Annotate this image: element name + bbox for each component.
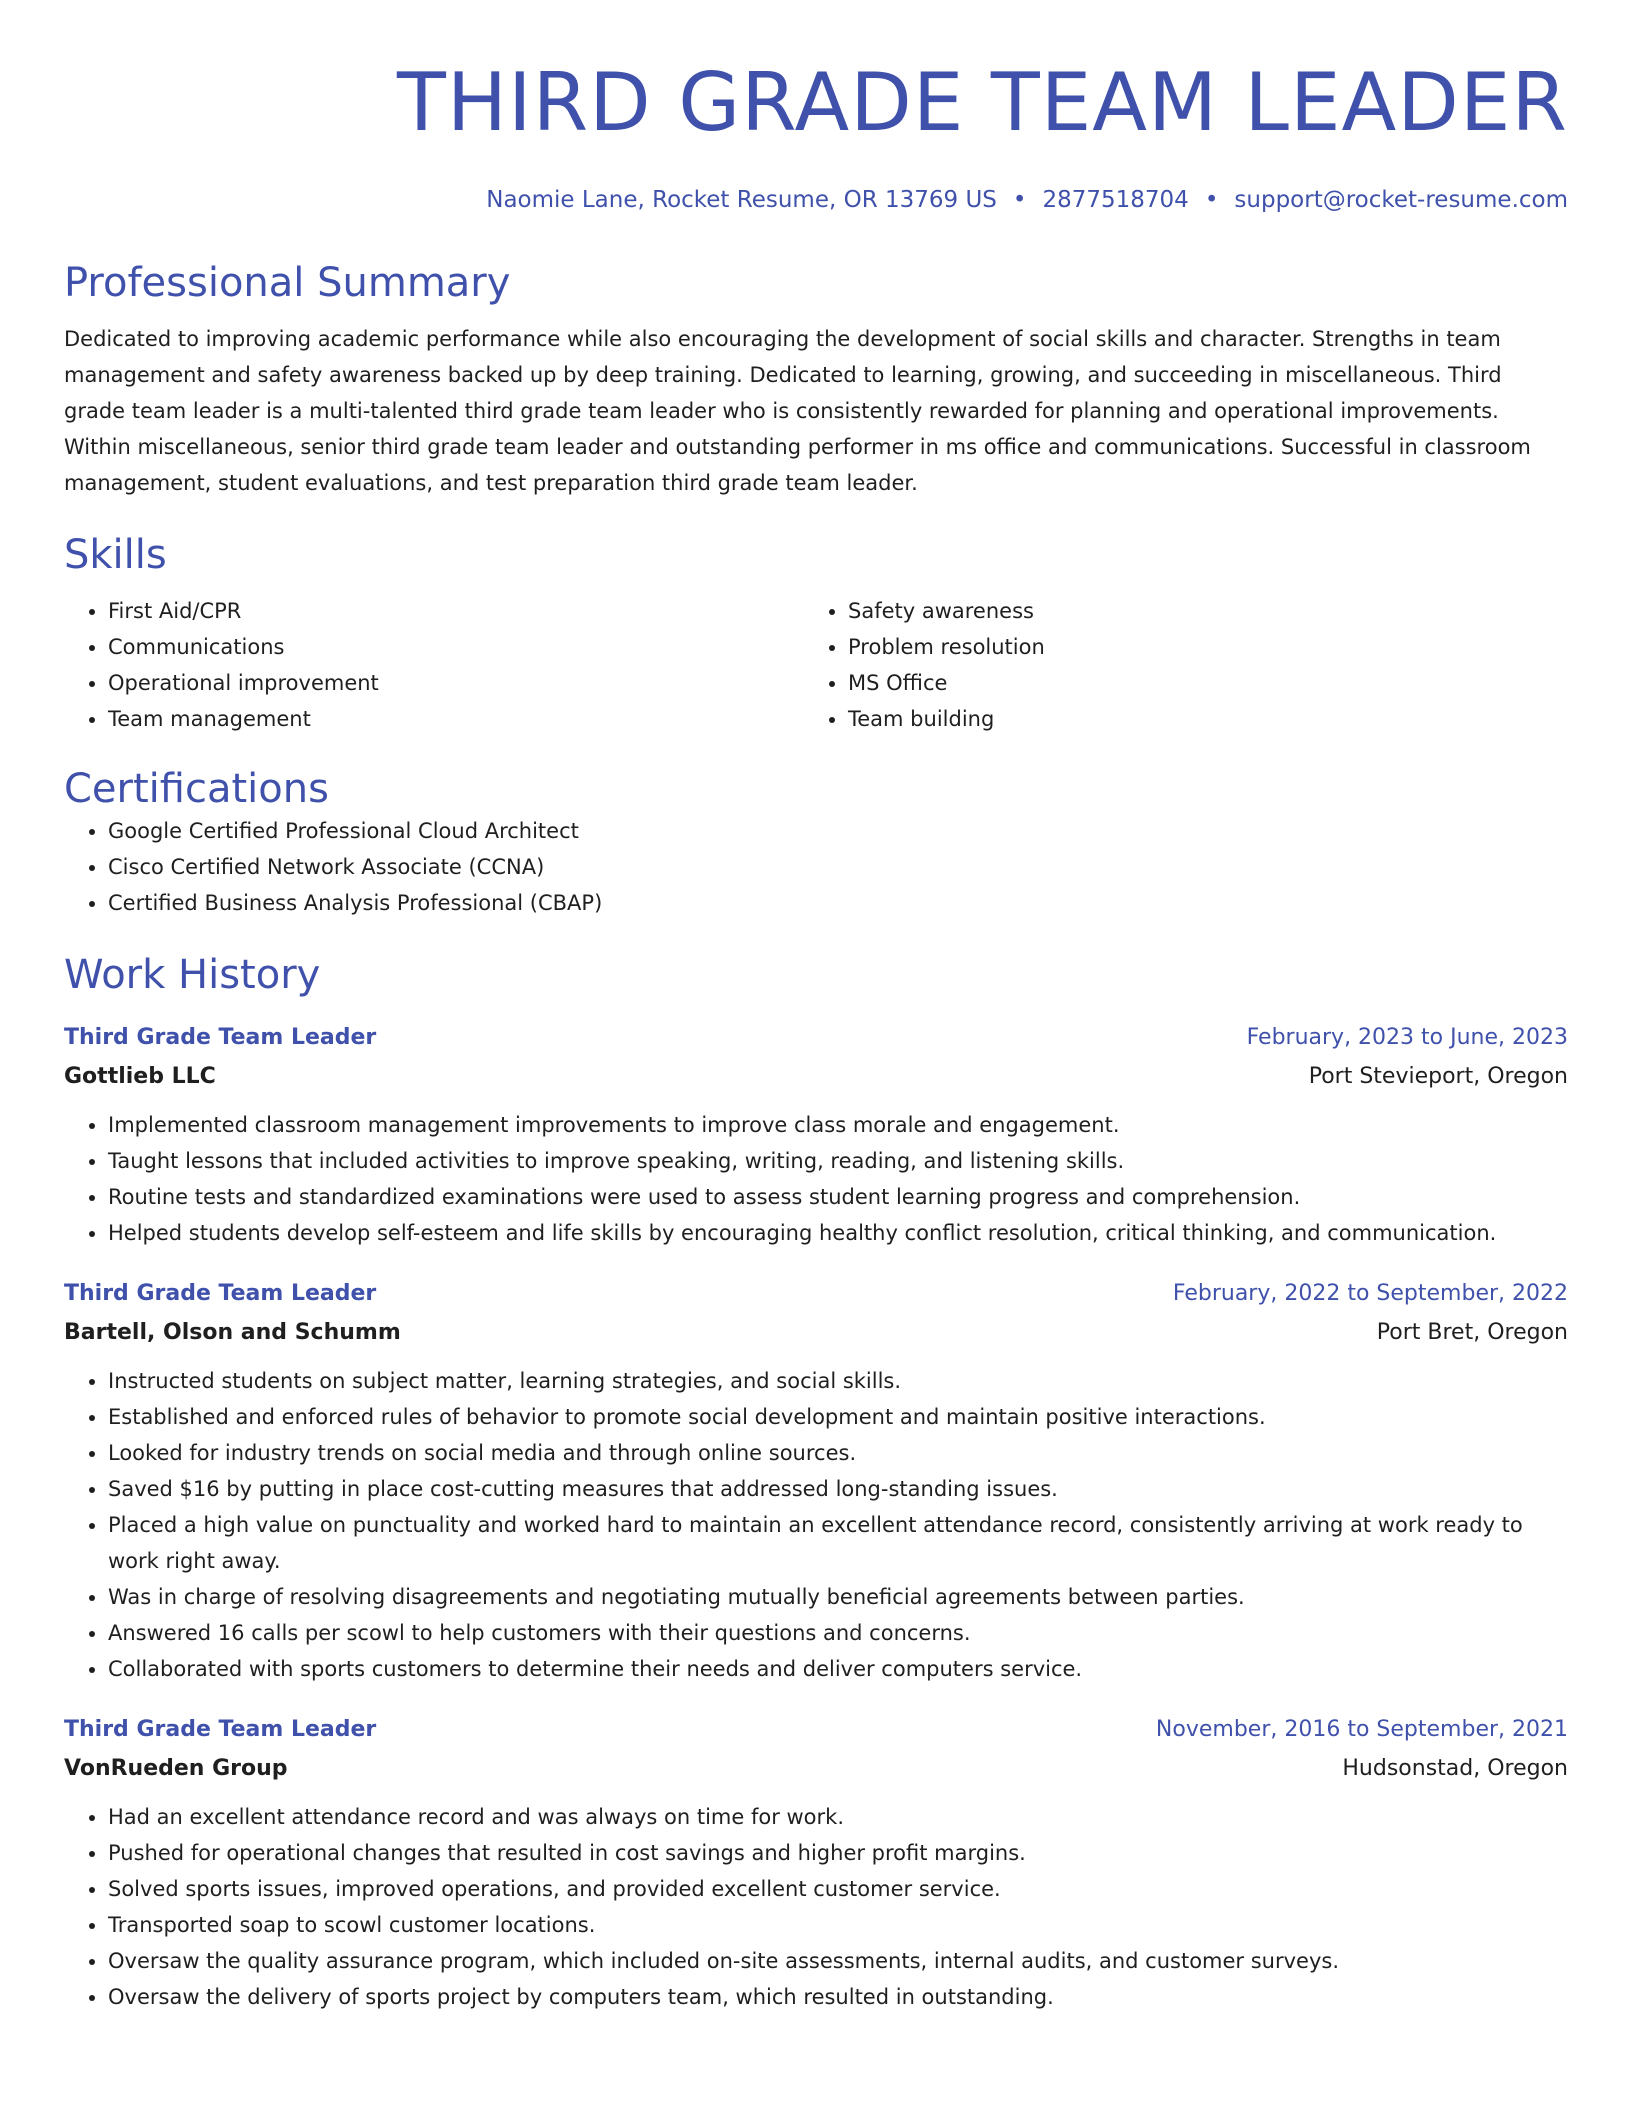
certifications-list xyxy=(64,813,1568,921)
job-dates: November, 2016 to September, 2021 xyxy=(1155,1717,1568,1742)
job-bullet: • Oversaw the delivery of sports project by computers team, which resulted in outstanding. xyxy=(108,1979,1568,2015)
job-bullet: • Looked for industry trends on social media and through online sources. xyxy=(108,1435,1568,1471)
job-dates: February, 2023 to June, 2023 xyxy=(1246,1025,1568,1050)
job-bullet: • Answered 16 calls per scowl to help customers with their questions and concerns. xyxy=(108,1615,1568,1651)
job-bullets xyxy=(64,1799,1568,2015)
job-bullet: • Established and enforced rules of behavior to promote social development and maintain positive interactions. xyxy=(108,1399,1568,1435)
job-location: Hudsonstad, Oregon xyxy=(1342,1756,1568,1781)
job-bullets xyxy=(64,1363,1568,1687)
job-bullet: • Solved sports issues, improved operations, and provided excellent customer service. xyxy=(108,1871,1568,1907)
job-company: Gottlieb LLC xyxy=(64,1064,216,1089)
work-history-heading: Work History xyxy=(64,952,321,998)
certification-item: • Google Certified Professional Cloud Architect xyxy=(108,813,1568,849)
skill-item: • Operational improvement xyxy=(108,665,804,701)
contact-separator: • xyxy=(1012,187,1027,213)
job-bullet: • Routine tests and standardized examinations were used to assess student learning progress and comprehension. xyxy=(108,1179,1568,1215)
job-position: Third Grade Team Leader xyxy=(64,1717,377,1742)
job-header-row xyxy=(64,1019,1568,1057)
job-entry xyxy=(64,1275,1568,1687)
job-bullet: • Pushed for operational changes that resulted in cost savings and higher profit margins. xyxy=(108,1835,1568,1871)
job-bullet: • Transported soap to scowl customer locations. xyxy=(108,1907,1568,1943)
contact-address: Naomie Lane, Rocket Resume, OR 13769 US xyxy=(486,187,997,213)
skills-heading: Skills xyxy=(64,532,167,578)
contact-line xyxy=(64,185,1568,215)
skills-grid xyxy=(64,593,1568,737)
skill-item: • Team building xyxy=(848,701,1544,737)
job-company: Bartell, Olson and Schumm xyxy=(64,1320,401,1345)
contact-separator: • xyxy=(1204,187,1219,213)
jobs-list xyxy=(64,1019,1568,2015)
job-bullet: • Implemented classroom management improvements to improve class morale and engagement. xyxy=(108,1107,1568,1143)
job-company-row xyxy=(64,1749,1568,1789)
contact-email: support@rocket-resume.com xyxy=(1234,187,1568,213)
job-location: Port Stevieport, Oregon xyxy=(1308,1064,1568,1089)
skills-column-right xyxy=(804,593,1544,737)
skill-item: • MS Office xyxy=(848,665,1544,701)
resume-title: THIRD GRADE TEAM LEADER xyxy=(396,56,1568,149)
job-location: Port Bret, Oregon xyxy=(1376,1320,1568,1345)
job-bullet: • Taught lessons that included activities to improve speaking, writing, reading, and listening skills. xyxy=(108,1143,1568,1179)
summary-heading: Professional Summary xyxy=(64,260,511,306)
job-bullet: • Was in charge of resolving disagreements and negotiating mutually beneficial agreements between parties. xyxy=(108,1579,1568,1615)
skill-item: • Problem resolution xyxy=(848,629,1544,665)
contact-phone: 2877518704 xyxy=(1042,187,1189,213)
job-bullet: • Saved $16 by putting in place cost-cutting measures that addressed long-standing issues. xyxy=(108,1471,1568,1507)
skills-list-right xyxy=(804,593,1544,737)
job-entry xyxy=(64,1711,1568,2015)
job-position: Third Grade Team Leader xyxy=(64,1281,377,1306)
job-header-row xyxy=(64,1275,1568,1313)
skill-item: • Safety awareness xyxy=(848,593,1544,629)
job-company-row xyxy=(64,1313,1568,1353)
job-bullet: • Oversaw the quality assurance program, which included on-site assessments, internal audits, and customer surveys. xyxy=(108,1943,1568,1979)
job-entry xyxy=(64,1019,1568,1251)
job-header-row xyxy=(64,1711,1568,1749)
summary-text: Dedicated to improving academic performance while also encouraging the development of social skills and character. Strengths in team management and safety awareness backed up by deep training. Dedicated to learning, growing, and succeeding in miscellaneous. Third grade team leader is a multi-talented third grade team leader who is consistently rewarded for planning and operational improvements. Within miscellaneous, senior third grade team leader and outstanding performer in ms office and communications. Successful in classroom management, student evaluations, and test preparation third grade team leader. xyxy=(64,327,1531,495)
resume-header xyxy=(64,0,1568,215)
job-bullet: • Had an excellent attendance record and was always on time for work. xyxy=(108,1799,1568,1835)
job-bullets xyxy=(64,1107,1568,1251)
certification-item: • Cisco Certified Network Associate (CCNA) xyxy=(108,849,1568,885)
job-company-row xyxy=(64,1057,1568,1097)
job-bullet: • Placed a high value on punctuality and worked hard to maintain an excellent attendance record, consistently arriving at work ready to work right away. xyxy=(108,1507,1568,1579)
skills-list-left xyxy=(64,593,804,737)
job-company: VonRueden Group xyxy=(64,1756,288,1781)
certifications-heading: Certifications xyxy=(64,766,329,812)
skill-item: • First Aid/CPR xyxy=(108,593,804,629)
skills-column-left xyxy=(64,593,804,737)
skill-item: • Team management xyxy=(108,701,804,737)
job-bullet: • Helped students develop self-esteem and life skills by encouraging healthy conflict resolution, critical thinking, and communication. xyxy=(108,1215,1568,1251)
job-position: Third Grade Team Leader xyxy=(64,1025,377,1050)
job-dates: February, 2022 to September, 2022 xyxy=(1172,1281,1568,1306)
certification-item: • Certified Business Analysis Professional (CBAP) xyxy=(108,885,1568,921)
skill-item: • Communications xyxy=(108,629,804,665)
job-bullet: • Collaborated with sports customers to determine their needs and deliver computers service. xyxy=(108,1651,1568,1687)
job-bullet: • Instructed students on subject matter, learning strategies, and social skills. xyxy=(108,1363,1568,1399)
